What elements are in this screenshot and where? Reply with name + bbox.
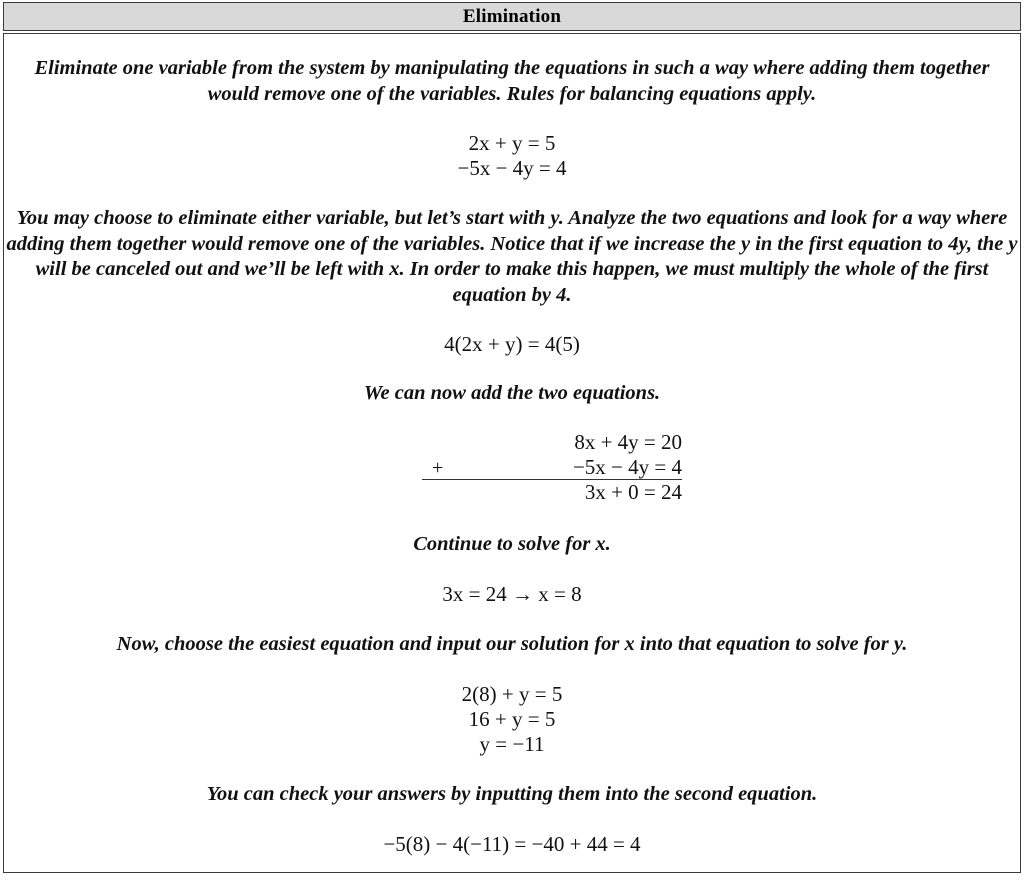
- page-title: Elimination: [462, 6, 562, 27]
- explanation-paragraph: You may choose to eliminate either variable, but let’s start with y. Analyze the two equations and look for a way where adding them together would remove one of the variables. Notice that if we increase the y in the first equation to 4y, the y will be canceled out and we’ll be left with x. In order to make this happen, we must multiply the whole of the first equation by 4.: [6, 207, 1018, 306]
- check-equation: −5(8) − 4(−11) = −40 + 44 = 4: [383, 832, 641, 856]
- addition-row-1: 8x + 4y = 20: [574, 430, 682, 454]
- solve-x-equation: 3x = 24 → x = 8: [442, 582, 582, 606]
- substitute-instruction-block: [4, 632, 1020, 658]
- addition-row-2: −5x − 4y = 4: [572, 455, 682, 479]
- substitution-equation-1: 2(8) + y = 5: [461, 682, 563, 706]
- system-equation-2: −5x − 4y = 4: [457, 156, 567, 180]
- addition-rows: [4, 430, 682, 505]
- lesson-body-box: [3, 33, 1021, 873]
- intro-paragraph-block: [4, 56, 1020, 107]
- add-instruction: We can now add the two equations.: [363, 382, 661, 404]
- substitution-equation-3: y = −11: [479, 732, 545, 756]
- check-instruction-block: [4, 782, 1020, 808]
- check-instruction: You can check your answers by inputting them into the second equation.: [206, 783, 818, 805]
- system-equation-1: 2x + y = 5: [468, 131, 556, 155]
- substitute-instruction: Now, choose the easiest equation and input our solution for x into that equation to solve for y.: [116, 633, 908, 655]
- multiply-equation: 4(2x + y) = 4(5): [444, 332, 580, 356]
- solve-x-block: [4, 582, 1020, 607]
- intro-paragraph: Eliminate one variable from the system by manipulating the equations in such a way where adding them together would remove one of the variables. Rules for balancing equations apply.: [34, 57, 990, 105]
- substitution-equations-block: [4, 682, 1020, 757]
- addition-row-sum: 3x + 0 = 24: [584, 480, 682, 504]
- lesson-content: [4, 34, 1020, 872]
- add-instruction-block: [4, 381, 1020, 407]
- addition-stack-block: [4, 430, 1020, 512]
- explanation-paragraph-block: [4, 206, 1020, 308]
- continue-instruction-block: [4, 532, 1020, 558]
- multiply-equation-block: [4, 332, 1020, 357]
- check-equation-block: [4, 832, 1020, 857]
- addition-stack: [4, 430, 1020, 512]
- system-equations-block: [4, 131, 1020, 181]
- addition-operator: +: [432, 457, 444, 479]
- continue-instruction: Continue to solve for x.: [413, 533, 611, 555]
- header-bar: [3, 2, 1021, 31]
- addition-rule-line: [422, 479, 682, 480]
- substitution-equation-2: 16 + y = 5: [468, 707, 556, 731]
